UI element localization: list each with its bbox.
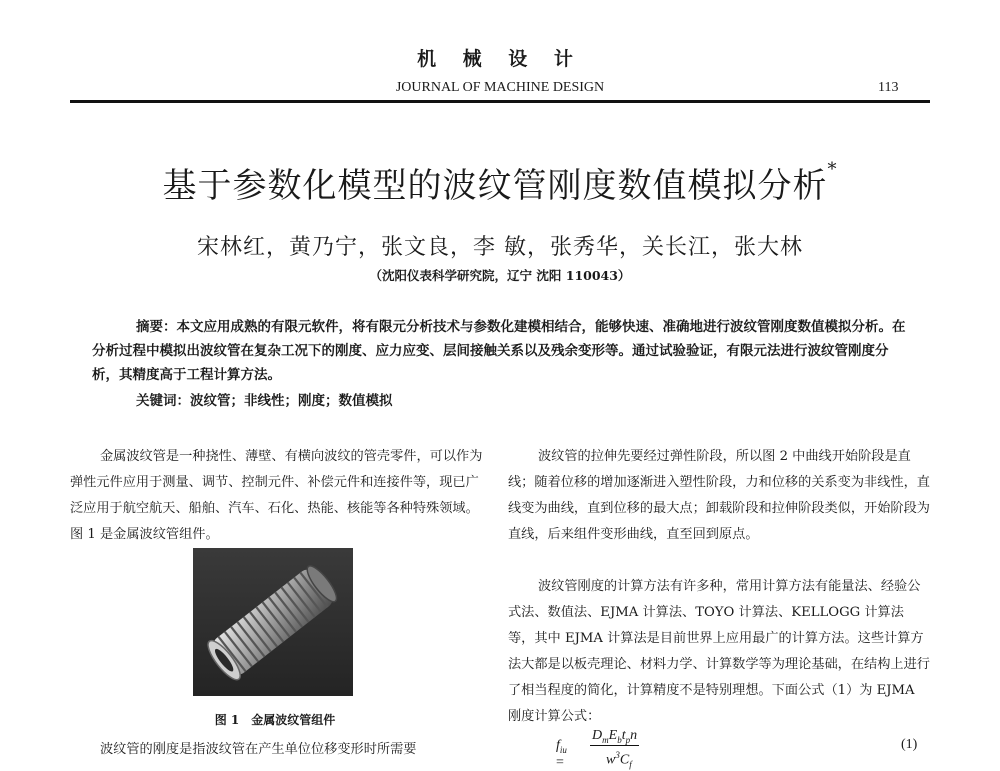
page-number: 113 [878, 80, 899, 95]
formula-n: n [630, 728, 638, 743]
abstract-text: 本文应用成熟的有限元软件，将有限元分析技术与参数化建模相结合，能够快速、准确地进行波纹管刚度数值模拟分析。在分析过程中模拟出波纹管在复杂工况下的刚度、应力应变、层间接触关系以及残余变形等。通过试验验证，有限元法进行波纹管刚度分析，其精度高于工程计算方法。 [92, 319, 906, 383]
formula-d-sub: m [602, 734, 609, 745]
formula-lhs: f [556, 738, 560, 753]
formula-c: C [619, 752, 630, 768]
article-title [0, 158, 1000, 207]
header-rule [70, 100, 930, 103]
keywords-label: 关键词： [136, 393, 190, 409]
formula-w: w [606, 752, 616, 768]
journal-title-cn: 机 械 设 计 [417, 48, 583, 70]
title-footnote-mark: * [827, 158, 838, 180]
formula-number: (1) [901, 737, 918, 752]
right-column-paragraph-1: 波纹管的拉伸先要经过弹性阶段，所以图 2 中曲线开始阶段是直线；随着位移的增加逐渐进入塑性阶段，力和位移的关系变为非线性，直线变为曲线，直到位移的最大点；卸载阶段和拉伸阶段类似，开始阶段为直线，后来组件变形曲线，直至回到原点。 [508, 449, 930, 542]
figure-caption: 图 1 金属波纹管组件 [214, 713, 336, 727]
formula-e-sub: b [617, 734, 622, 745]
title-text: 基于参数化模型的波纹管刚度数值模拟分析 [162, 166, 828, 206]
journal-title-en: JOURNAL OF MACHINE DESIGN [395, 80, 605, 95]
formula-d: D [592, 728, 603, 743]
keywords-text: 波纹管；非线性；刚度；数值模拟 [190, 393, 393, 409]
abstract-label: 摘要： [136, 319, 177, 335]
right-column-paragraph-2: 波纹管刚度的计算方法有许多种，常用计算方法有能量法、经验公式法、数值法、EJMA 计算法、TOYO 计算法、KELLOGG 计算法等，其中 EJMA 计算法是目前世界上应用最广的计算方法。这些计算方法大都是以板壳理论、材料力学、计算数学等为理论基础，在结构上进行了相当程度的简化，计算精度不是特别理想。下面公式（1）为 EJMA 刚度计算公式： [508, 579, 930, 724]
formula-e: E [608, 728, 618, 743]
formula-w-sup: 3 [615, 750, 620, 760]
abstract [92, 315, 910, 387]
formula-t: t [621, 728, 626, 743]
bellows-figure-image [193, 548, 353, 696]
formula-t-sub: p [625, 734, 631, 745]
formula-lhs-sub: iu [559, 744, 567, 755]
formula-c-sub: f [629, 759, 632, 770]
bellows-photo-illustration [193, 548, 353, 696]
keywords [136, 389, 393, 413]
affiliation: （沈阳仪表科学研究院，辽宁 沈阳 110043） [369, 268, 631, 283]
left-column-paragraph-2: 波纹管的刚度是指波纹管在产生单位位移变形时所需要 [100, 742, 417, 757]
left-column-paragraph-1: 金属波纹管是一种挠性、薄壁、有横向波纹的管壳零件，可以作为弹性元件应用于测量、调节、控制元件、补偿元件和连接件等，现已广泛应用于航空航天、船舶、汽车、石化、热能、核能等各种特殊领域。图 1 是金属波纹管组件。 [70, 449, 483, 542]
author-list: 宋林红，黄乃宁，张文良，李 敏，张秀华，关长江，张大林 [197, 235, 803, 260]
